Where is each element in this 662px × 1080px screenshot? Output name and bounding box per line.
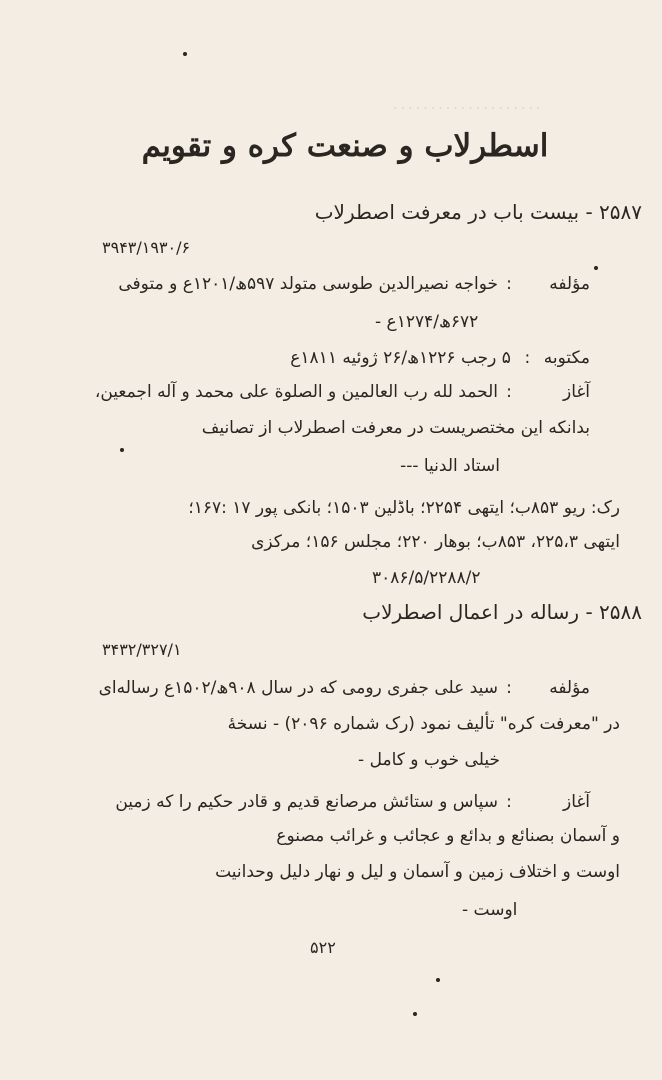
page-number: ۵۲۲ bbox=[310, 938, 336, 957]
incipit-row: آغاز:الحمد لله رب العالمین و الصلوة علی محمد و آله اجمعین، bbox=[94, 382, 590, 402]
incipit-text-cont: استاد الدنیا --- bbox=[400, 456, 500, 476]
speck-mark bbox=[436, 978, 440, 982]
speck-mark bbox=[183, 52, 187, 56]
speck-mark bbox=[120, 448, 124, 452]
section-title: اسطرلاب و صنعت کره و تقویم bbox=[141, 128, 549, 164]
incipit-text: سپاس و ستائش مرصانع قدیم و قادر حکیم را که زمین bbox=[115, 792, 498, 812]
call-number: ۳۴۳۲/۳۲۷/۱ bbox=[102, 640, 182, 659]
copied-row: مکتوبه : ۵ رجب ۱۲۲۶ھ/۲۶ ژوئیه ۱۸۱۱ع bbox=[290, 348, 590, 368]
entry-title: بیست باب در معرفت اصطرلاب bbox=[314, 200, 580, 224]
author-label: مؤلفه bbox=[549, 678, 590, 698]
entry-number: ۲۵۸۸ - bbox=[585, 600, 642, 624]
incipit-row: آغاز:سپاس و ستائش مرصانع قدیم و قادر حکیم را که زمین bbox=[115, 792, 590, 812]
author-text-cont: خیلی خوب و کامل - bbox=[358, 750, 500, 770]
author-text-cont: ۶۷۲ھ/۱۲۷۴ع - bbox=[375, 312, 479, 332]
copied-label: مکتوبه bbox=[543, 348, 590, 368]
author-row: مؤلفه:خواجه نصیرالدین طوسی متولد ۵۹۷ھ/۱۲۰۱ع و متوفی bbox=[118, 274, 590, 294]
call-number: ۳۹۴۳/۱۹۳۰/۶ bbox=[102, 238, 191, 257]
entry-2587-heading bbox=[315, 200, 642, 224]
speck-mark bbox=[594, 266, 598, 270]
incipit-text-cont: اوست و اختلاف زمین و آسمان و لیل و نهار دلیل وحدانیت bbox=[215, 862, 620, 882]
entry-title: رساله در اعمال اصطرلاب bbox=[362, 600, 580, 624]
incipit-label: آغاز bbox=[562, 792, 590, 812]
incipit-text-cont: بدانکه این مختصریست در معرفت اصطرلاب از تصانیف bbox=[201, 418, 590, 438]
incipit-label: آغاز bbox=[562, 382, 590, 402]
entry-2588-heading bbox=[362, 600, 642, 624]
references-cont: ایتهی ۲۲۵،۳، ۸۵۳ب؛ بوهار ۲۲۰؛ مجلس ۱۵۶؛ مرکزی bbox=[251, 532, 620, 552]
show-through-text: ۰۰۰۰۰۰۰۰۰۰۰۰۰۰۰۰۰۰۰۰ bbox=[391, 100, 542, 116]
author-text: خواجه نصیرالدین طوسی متولد ۵۹۷ھ/۱۲۰۱ع و متوفی bbox=[118, 274, 498, 294]
author-label: مؤلفه bbox=[549, 274, 590, 294]
incipit-text-cont: اوست - bbox=[462, 900, 518, 920]
author-text-cont: در "معرفت کره" تألیف نمود (رک شماره ۲۰۹۶) - نسخهٔ bbox=[227, 714, 620, 734]
entry-number: ۲۵۸۷ - bbox=[585, 200, 642, 224]
copied-date: ۵ رجب ۱۲۲۶ھ/۲۶ ژوئیه ۱۸۱۱ع bbox=[290, 348, 511, 368]
speck-mark bbox=[413, 1012, 417, 1016]
references: رک: ریو ۸۵۳ب؛ ایتهی ۲۲۵۴؛ باڈلین ۱۵۰۳؛ بانکی پور ۱۷ :۱۶۷؛ bbox=[188, 498, 620, 518]
author-text: سید علی جفری رومی که در سال ۹۰۸ھ/۱۵۰۲ع رساله‌ای bbox=[98, 678, 498, 698]
references-cont: ۳۰۸۶/۵/۲۲۸۸/۲ bbox=[372, 568, 481, 588]
incipit-text: الحمد لله رب العالمین و الصلوة علی محمد و آله اجمعین، bbox=[94, 382, 498, 402]
author-row: مؤلفه:سید علی جفری رومی که در سال ۹۰۸ھ/۱۵۰۲ع رساله‌ای bbox=[98, 678, 590, 698]
incipit-text-cont: و آسمان بصنائع و بدائع و عجائب و غرائب مصنوع bbox=[276, 826, 620, 846]
